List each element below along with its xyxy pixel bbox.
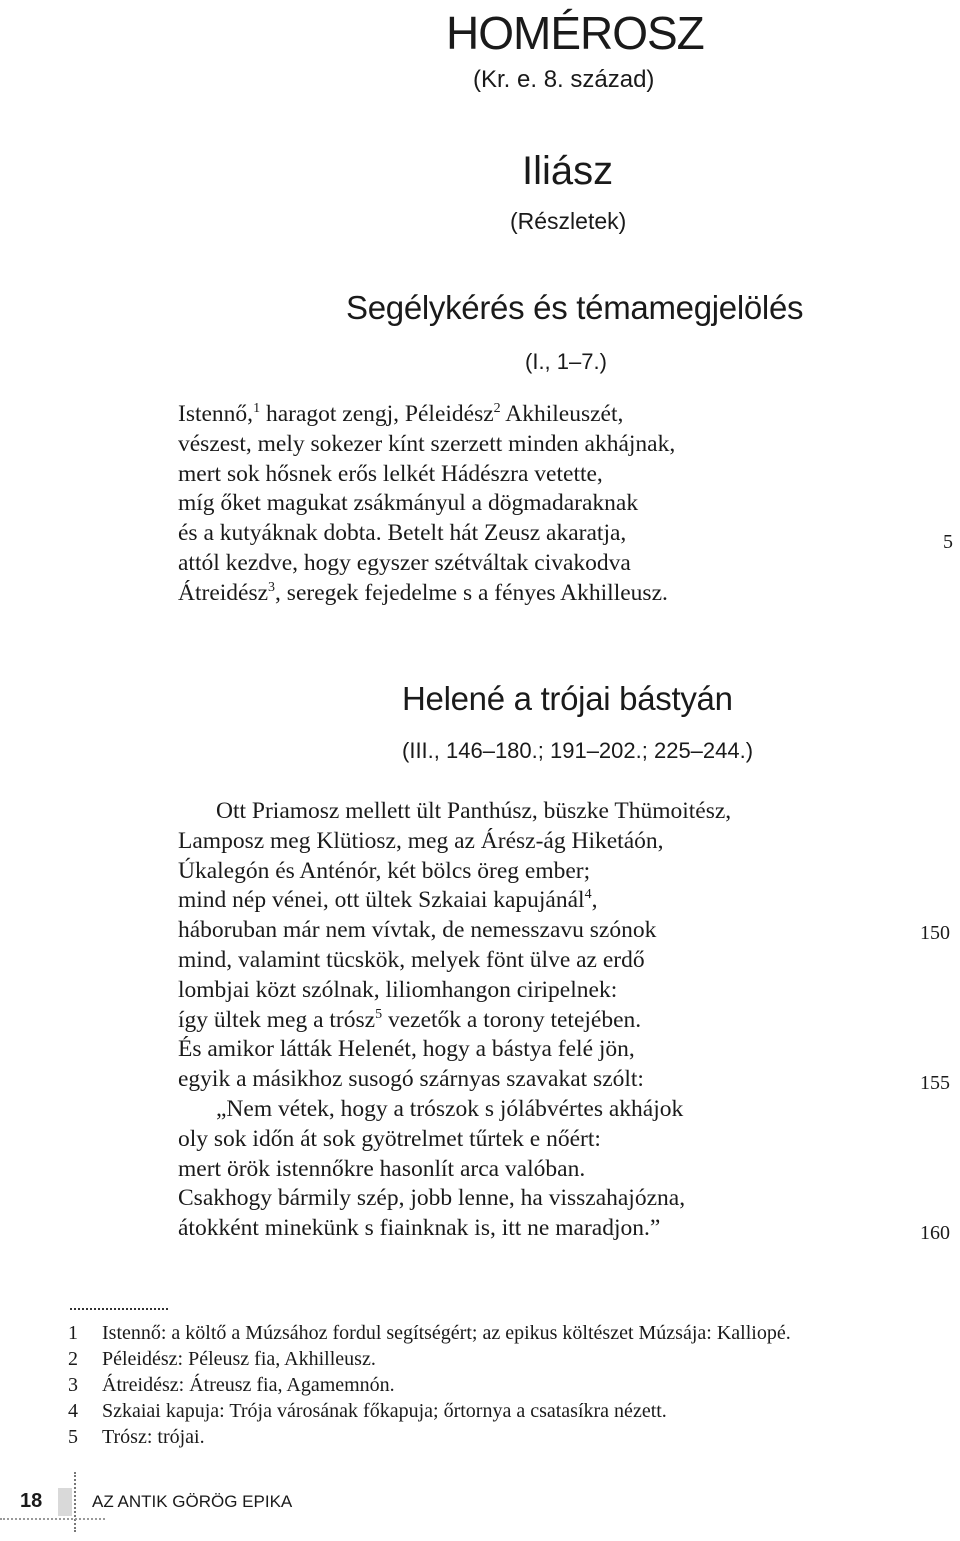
verse-line: mert örök istennőkre hasonlít arca valóban. [178,1155,586,1182]
footnotes [68,1320,791,1450]
author-era: (Kr. e. 8. század) [473,66,655,93]
section-ref-1: (I., 1–7.) [525,349,607,374]
verse-line: Átreidész$^3$, seregek fejedelme s a fényes Akhilleusz. [178,579,668,606]
verse-line: És amikor látták Helenét, hogy a bástya felé jön, [178,1036,635,1063]
work-subtitle: (Részletek) [510,208,627,234]
verse-block-2 [178,797,731,1244]
page-number: 18 [20,1490,43,1512]
verse-line: vészest, mely sokezer kínt szerzett minden akhájnak, [178,430,676,457]
verse-line: Csakhogy bármily szép, jobb lenne, ha visszahajózna, [178,1185,686,1212]
verse-line: „Nem vétek, hogy a trószok s jólábvértes akhájok [216,1095,684,1122]
footnote: 1 Istennő: a költő a Múzsához fordul segítségért; az epikus költészet Múzsája: Kalliopé. [68,1322,791,1344]
verse-line: lombjai közt szólnak, liliomhangon ciripelnek: [178,976,618,1003]
line-number: 160 [920,1222,950,1244]
verse-line: Úkalegón és Anténór, két bölcs öreg ember; [178,857,591,884]
verse-line: oly sok időn át sok gyötrelmet tűrtek e nőért: [178,1125,601,1152]
running-title: AZ ANTIK GÖRÖG EPIKA [92,1492,293,1511]
footer-horizontal-rule [0,1518,105,1520]
line-number: 5 [943,531,953,553]
verse-line: míg őket magukat zsákmányul a dögmadaraknak [178,490,639,517]
verse-line: átokként minekünk s fiainknak is, itt ne maradjon.” [178,1215,661,1242]
verse-line: attól kezdve, hogy egyszer szétváltak civakodva [178,549,631,576]
author-name: HOMÉROSZ [446,7,704,59]
verse-line: mind, valamint tücskök, melyek fönt ülve az erdő [178,946,645,973]
verse-line: és a kutyáknak dobta. Betelt hát Zeusz akaratja, [178,520,627,547]
verse-line: mert sok hősnek erős lelkét Hádészra vetette, [178,460,603,487]
line-number: 155 [920,1072,950,1094]
verse-line: így ültek meg a trósz$^5$ vezetők a torony tetejében. [178,1006,642,1033]
verse-line: Ott Priamosz mellett ült Panthúsz, büszke Thümoitész, [216,798,732,824]
footer-grey-block [58,1488,72,1516]
verse-line: háboruban már nem vívtak, de nemesszavu szónok [178,917,657,944]
footnote: 4 Szkaiai kapuja: Trója városának főkapuja; őrtornya a csatasíkra nézett. [68,1400,667,1422]
section-title-2: Helené a trójai bástyán [402,680,733,717]
footnote: 5 Trósz: trójai. [68,1426,205,1448]
footnote: 3 Átreidész: Átreusz fia, Agamemnón. [68,1374,395,1396]
verse-line: mind nép vénei, ott ültek Szkaiai kapujánál$^4$, [178,887,598,914]
footer-vertical-rule [74,1472,76,1532]
footnote: 2 Péleidész: Péleusz fia, Akhilleusz. [68,1348,376,1370]
verse-block-1 [178,400,675,609]
section-title-1: Segélykérés és témamegjelölés [346,289,804,326]
work-title: Iliász [522,149,614,193]
verse-line: Istennő,$^1$ haragot zengj, Péleidész$^2$ Akhileuszét, [178,401,624,427]
verse-line: Lamposz meg Klütiosz, meg az Árész-ág Hiketáón, [178,827,664,854]
footnote-separator [70,1308,168,1310]
section-ref-2: (III., 146–180.; 191–202.; 225–244.) [402,738,754,763]
verse-line: egyik a másikhoz susogó szárnyas szavakat szólt: [178,1066,644,1093]
line-number: 150 [920,922,950,944]
